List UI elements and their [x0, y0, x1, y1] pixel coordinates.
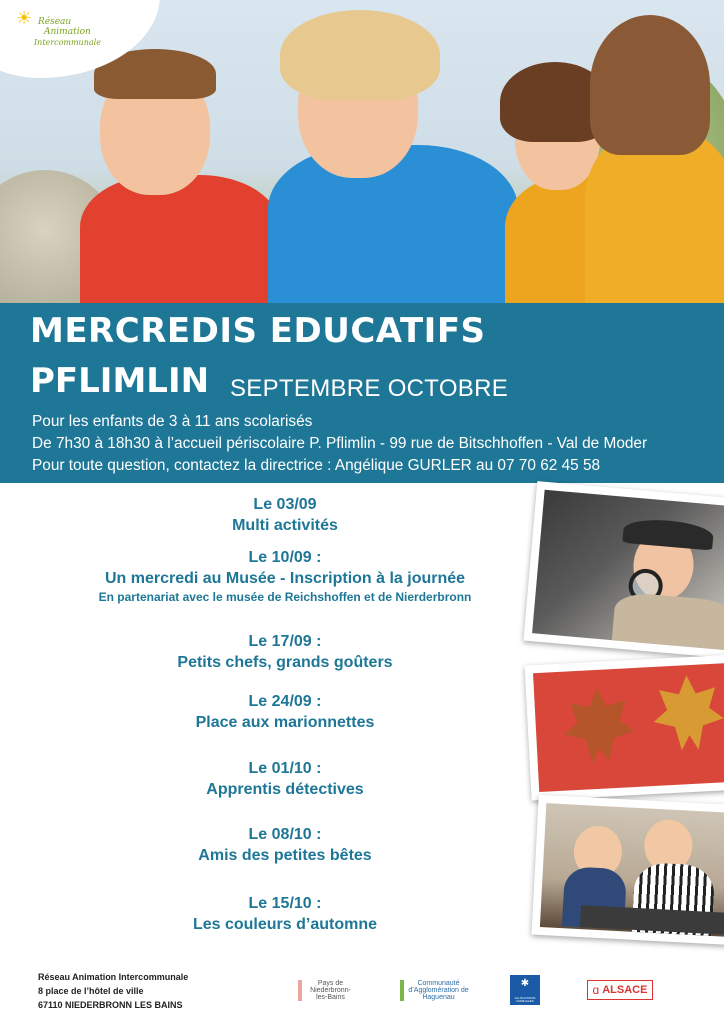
hero-photo [0, 0, 724, 303]
logo-line-2: Animation [44, 27, 91, 37]
partner-name: ALSACE [602, 984, 648, 996]
period-subtitle: SEPTEMBRE OCTOBRE [230, 375, 509, 402]
schedule-date: Le 17/09 : [248, 633, 322, 650]
partner-name: ALLOCATIONS FAMILIALES [514, 996, 536, 1003]
caf-icon: ✱ [520, 978, 530, 989]
partner-name: Pays de Niederbronn-les-Bains [298, 980, 356, 1001]
schedule-list [0, 488, 570, 943]
schedule-note: En partenariat avec le musée de Reichshoffen et de Nierderbronn [98, 590, 472, 604]
schedule-item [0, 893, 570, 935]
alsace-icon: ɑ [592, 983, 600, 997]
child-red-shirt [70, 45, 280, 303]
schedule-item [0, 547, 570, 605]
logo-line-3: Intercommunale [34, 38, 101, 47]
schedule-date: Le 24/09 : [248, 693, 322, 710]
child-blue-shirt [258, 10, 518, 303]
schedule-item [0, 758, 570, 800]
sun-icon: ☀ [16, 8, 33, 29]
schedule-item [0, 691, 570, 733]
page-title: MERCREDIS EDUCATIFS [30, 311, 486, 351]
autumn-leaves-craft-photo [525, 655, 724, 801]
cooking-children-photo [531, 795, 724, 946]
leaf-icon [562, 686, 636, 765]
title-banner [0, 303, 724, 483]
address-line-2: 8 place de l’hôtel de ville [38, 986, 144, 996]
schedule-activity: Les couleurs d’automne [192, 916, 378, 933]
schedule-item [0, 494, 570, 536]
schedule-activity: Place aux marionnettes [195, 714, 375, 731]
schedule-date: Le 08/10 : [248, 826, 322, 843]
address-line-1: Réseau Animation Intercommunale [38, 972, 189, 982]
partner-logo-alsace [580, 975, 660, 1005]
schedule-date: Le 01/10 : [248, 760, 322, 777]
schedule-activity: Multi activités [232, 517, 338, 534]
leaf-icon [651, 673, 724, 752]
address-block [38, 970, 188, 1012]
schedule-item [0, 631, 570, 673]
detective-child-photo [523, 481, 724, 659]
logo-line-1: Réseau [38, 17, 72, 27]
schedule-activity: Petits chefs, grands goûters [177, 654, 393, 671]
partner-logo-niederbronn [298, 975, 356, 1005]
schedule-date: Le 15/10 : [248, 895, 322, 912]
partner-name: Communauté d’Agglomération de Haguenau [400, 980, 470, 1001]
partner-logo-haguenau [400, 975, 470, 1005]
child-yellow-shirt-2 [585, 15, 724, 303]
logo [14, 8, 104, 50]
schedule-date: Le 10/09 : [248, 549, 322, 566]
schedule-date: Le 03/09 [253, 496, 317, 513]
info-line-age: Pour les enfants de 3 à 11 ans scolarisés [32, 413, 313, 430]
info-line-hours: De 7h30 à 18h30 à l’accueil périscolaire P. Pflimlin - 99 rue de Bitschhoffen - Val de Moder [32, 435, 648, 452]
schedule-activity: Apprentis détectives [206, 781, 364, 798]
schedule-activity: Un mercredi au Musée - Inscription à la journée [104, 570, 466, 587]
partner-logo-caf [508, 975, 542, 1005]
address-line-3: 67110 NIEDERBRONN LES BAINS [38, 1000, 183, 1010]
info-line-contact: Pour toute question, contactez la directrice : Angélique GURLER au 07 70 62 45 58 [32, 457, 601, 474]
schedule-activity: Amis des petites bêtes [198, 847, 372, 864]
page-title-line-2: PFLIMLIN [30, 361, 210, 401]
schedule-item [0, 824, 570, 866]
